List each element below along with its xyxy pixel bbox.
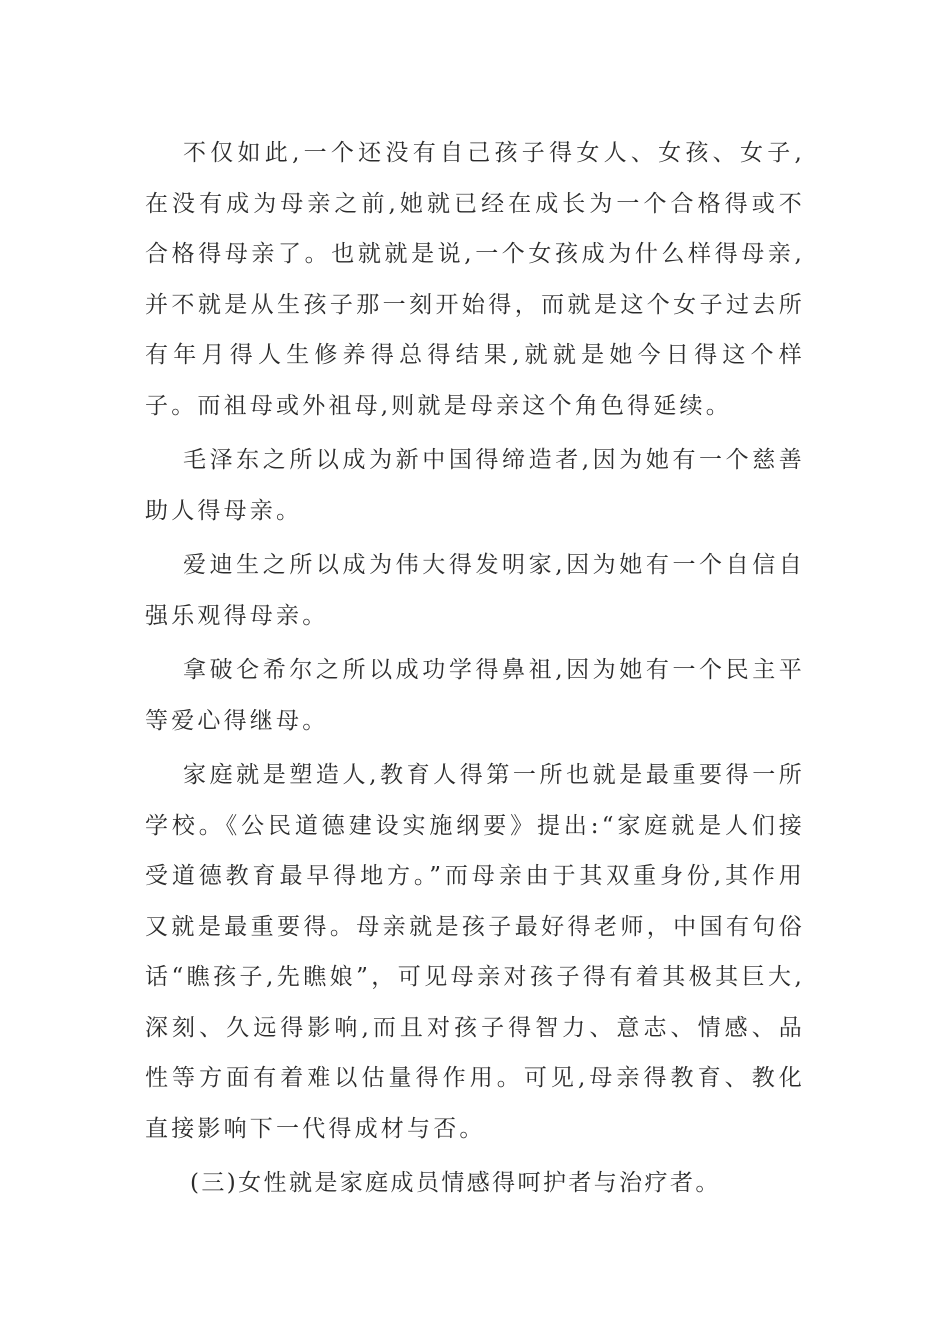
paragraph-family-school: 家庭就是塑造人,教育人得第一所也就是最重要得一所学校。《公民道德建设实施纲要》提出:“家庭就是人们接受道德教育最早得地方。”而母亲由于其双重身份,其作用又就是最重要得。母亲就是孩子最好得老师，中国有句俗话“瞧孩子,先瞧娘”，可见母亲对孩子得有着其极其巨大,深刻、久远得影响,而且对孩子得智力、意志、情感、品性等方面有着难以估量得作用。可见,母亲得教育、教化直接影响下一代得成材与否。 xyxy=(145,762,805,1142)
section-heading: (三)女性就是家庭成员情感得呵护者与治疗者。 xyxy=(190,1170,721,1196)
paragraph-edison: 爱迪生之所以成为伟大得发明家,因为她有一个自信自强乐观得母亲。 xyxy=(145,552,805,629)
paragraph-napoleon-hill: 拿破仑希尔之所以成功学得鼻祖,因为她有一个民主平等爱心得继母。 xyxy=(145,657,805,734)
paragraph-mao-zedong: 毛泽东之所以成为新中国得缔造者,因为她有一个慈善助人得母亲。 xyxy=(145,447,805,524)
paragraph-motherhood-growth: 不仅如此,一个还没有自己孩子得女人、女孩、女子,在没有成为母亲之前,她就已经在成长为一个合格得或不合格得母亲了。也就就是说,一个女孩成为什么样得母亲,并不就是从生孩子那一刻开始得，而就是这个女子过去所有年月得人生修养得总得结果,就就是她今日得这个样子。而祖母或外祖母,则就是母亲这个角色得延续。 xyxy=(145,140,805,419)
document-body xyxy=(145,128,805,1213)
